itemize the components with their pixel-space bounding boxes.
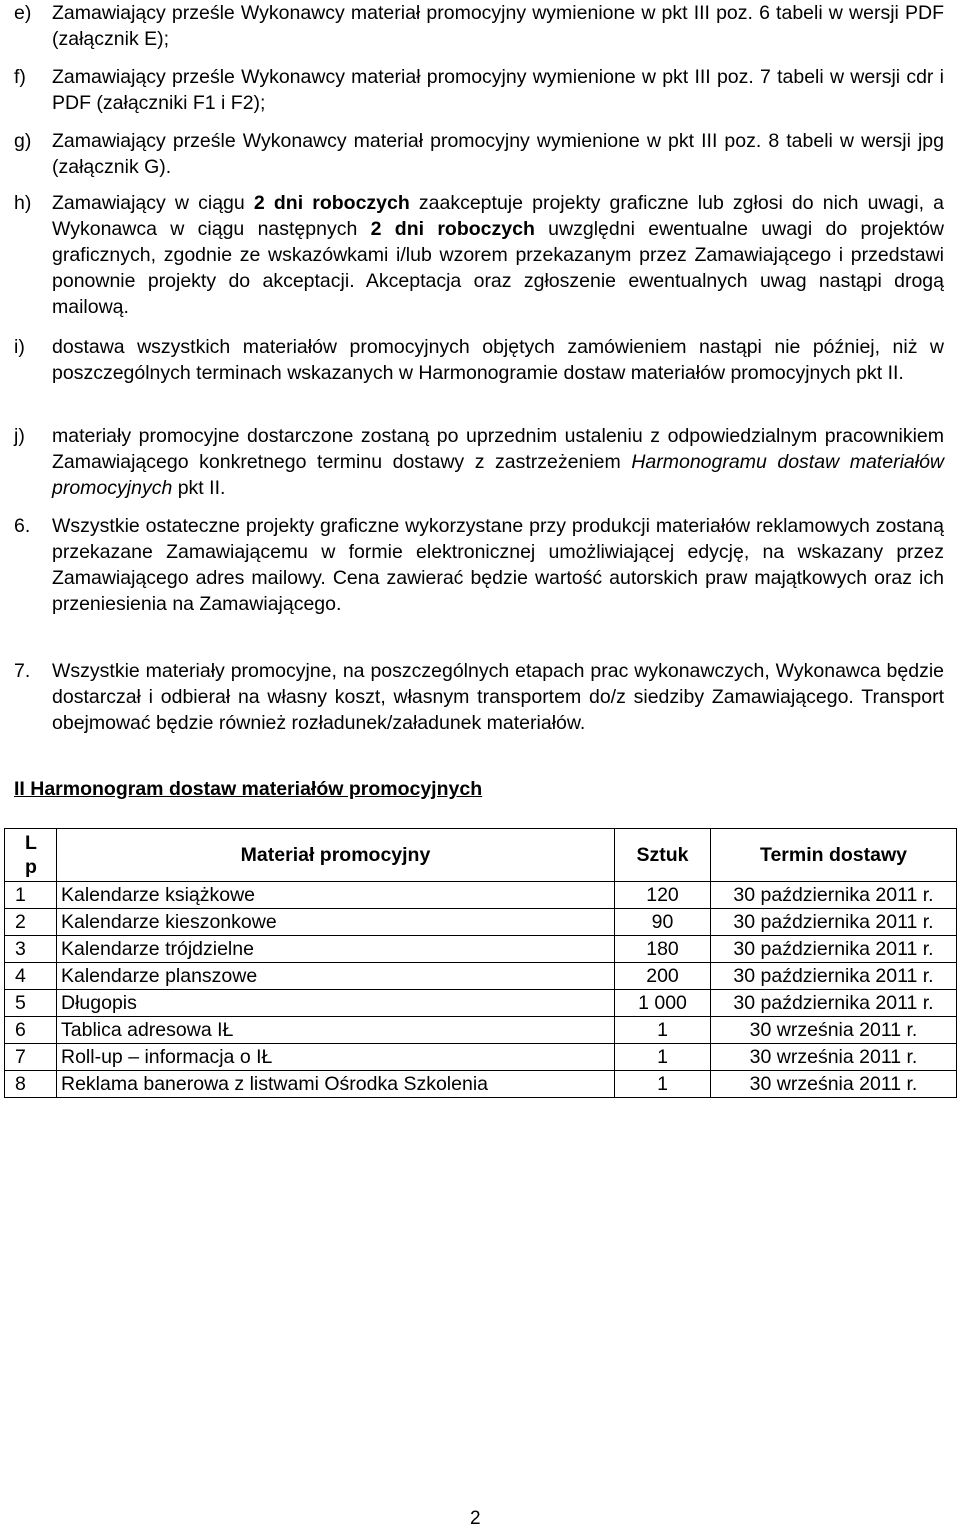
list-label: j) [14,425,25,447]
delivery-schedule-table [4,828,957,1098]
cell-qty: 120 [615,882,711,909]
list-label: i) [14,336,25,358]
cell-material: Kalendarze trójdzielne [57,936,615,963]
list-label: e) [14,2,32,24]
list-label: h) [14,192,32,214]
cell-lp: 3 [5,936,57,963]
emphasis: 2 dni roboczych [370,218,535,240]
cell-date: 30 października 2011 r. [711,936,957,963]
table-row [5,963,957,990]
numbered-point-6 [14,513,944,617]
cell-date: 30 września 2011 r. [711,1071,957,1098]
cell-date: 30 września 2011 r. [711,1017,957,1044]
cell-lp: 6 [5,1017,57,1044]
cell-material: Roll-up – informacja o IŁ [57,1044,615,1071]
cell-lp: 2 [5,909,57,936]
list-text: Zamawiający prześle Wykonawcy materiał promocyjny wymienione w pkt III poz. 7 tabeli w wersji cdr i PDF (załączniki F1 i F2); [52,66,944,114]
cell-qty: 1 [615,1017,711,1044]
cell-lp: 4 [5,963,57,990]
list-item-f [14,64,944,116]
cell-date: 30 września 2011 r. [711,1044,957,1071]
list-item-i [14,334,944,386]
cell-material: Kalendarze książkowe [57,882,615,909]
list-item-g [14,128,944,180]
emphasis: 2 dni roboczych [253,192,410,214]
table-row [5,990,957,1017]
cell-qty: 1 [615,1071,711,1098]
cell-date: 30 października 2011 r. [711,963,957,990]
cell-date: 30 października 2011 r. [711,882,957,909]
point-text: Wszystkie ostateczne projekty graficzne wykorzystane przy produkcji materiałów reklamowych zostaną przekazane Zamawiającemu w formie elektronicznej umożliwiającej edycję, na wskazany przez Zamawiającego adres mailowy. Cena zawierać będzie wartość autorskich praw majątkowych oraz ich przeniesienia na Zamawiającego. [52,515,944,615]
table-row [5,936,957,963]
cell-material: Tablica adresowa IŁ [57,1017,615,1044]
cell-date: 30 października 2011 r. [711,990,957,1017]
table-header-row [5,829,957,882]
list-text: Zamawiający prześle Wykonawcy materiał promocyjny wymienione w pkt III poz. 8 tabeli w wersji jpg (załącznik G). [52,130,944,178]
header-date: Termin dostawy [711,829,957,882]
cell-qty: 90 [615,909,711,936]
cell-lp: 1 [5,882,57,909]
cell-material: Kalendarze kieszonkowe [57,909,615,936]
list-label: g) [14,130,32,152]
table-row [5,909,957,936]
cell-qty: 1 [615,1044,711,1071]
cell-qty: 1 000 [615,990,711,1017]
header-material: Materiał promocyjny [57,829,615,882]
table-row [5,1071,957,1098]
list-text: Zamawiający w ciągu 2 dni roboczych zaakceptuje projekty graficzne lub zgłosi do nich uwagi, a Wykonawca w ciągu następnych 2 dni roboczych uwzględni ewentualne uwagi do projektów graficznych, zgodnie ze wskazówkami i/lub wzorem przekazanym przez Zamawiającego i przedstawi ponownie projekty do akceptacji. Akceptacja oraz zgłoszenie ewentualnych uwag nastąpi drogą mailową. [52,192,944,318]
header-qty: Sztuk [615,829,711,882]
list-item-j [14,423,944,501]
cell-material: Kalendarze planszowe [57,963,615,990]
section-heading: II Harmonogram dostaw materiałów promocyjnych [14,778,483,800]
cell-material: Reklama banerowa z listwami Ośrodka Szkolenia [57,1071,615,1098]
point-number: 6. [14,515,31,537]
list-text: materiały promocyjne dostarczone zostaną po uprzednim ustaleniu z odpowiedzialnym pracownikiem Zamawiającego konkretnego terminu dostawy z zastrzeżeniem Harmonogramu dostaw materiałów promocyjnych pkt II. [52,425,945,499]
cell-qty: 180 [615,936,711,963]
cell-qty: 200 [615,963,711,990]
list-text: dostawa wszystkich materiałów promocyjnych objętych zamówieniem nastąpi nie później, niż w poszczególnych terminach wskazanych w Harmonogramie dostaw materiałów promocyjnych pkt II. [52,336,944,384]
cell-material: Długopis [57,990,615,1017]
table-row [5,882,957,909]
cell-lp: 5 [5,990,57,1017]
list-text: Zamawiający prześle Wykonawcy materiał promocyjny wymienione w pkt III poz. 6 tabeli w wersji PDF (załącznik E); [52,2,944,50]
numbered-point-7 [14,658,944,736]
cell-lp: 8 [5,1071,57,1098]
list-label: f) [14,66,26,88]
point-text: Wszystkie materiały promocyjne, na poszczególnych etapach prac wykonawczych, Wykonawca będzie dostarczał i odbierał na własny koszt, własnym transportem do/z siedziby Zamawiającego. Transport obejmować będzie również rozładunek/załadunek materiałów. [52,660,944,734]
cell-lp: 7 [5,1044,57,1071]
point-number: 7. [14,660,31,682]
page-number: 2 [470,1508,481,1529]
italic-reference: Harmonogramu dostaw materiałów promocyjnych [52,451,945,499]
list-item-h [14,190,944,320]
table-row [5,1044,957,1071]
cell-date: 30 października 2011 r. [711,909,957,936]
table-row [5,1017,957,1044]
header-lp: L p [5,829,57,882]
list-item-e [14,0,944,52]
